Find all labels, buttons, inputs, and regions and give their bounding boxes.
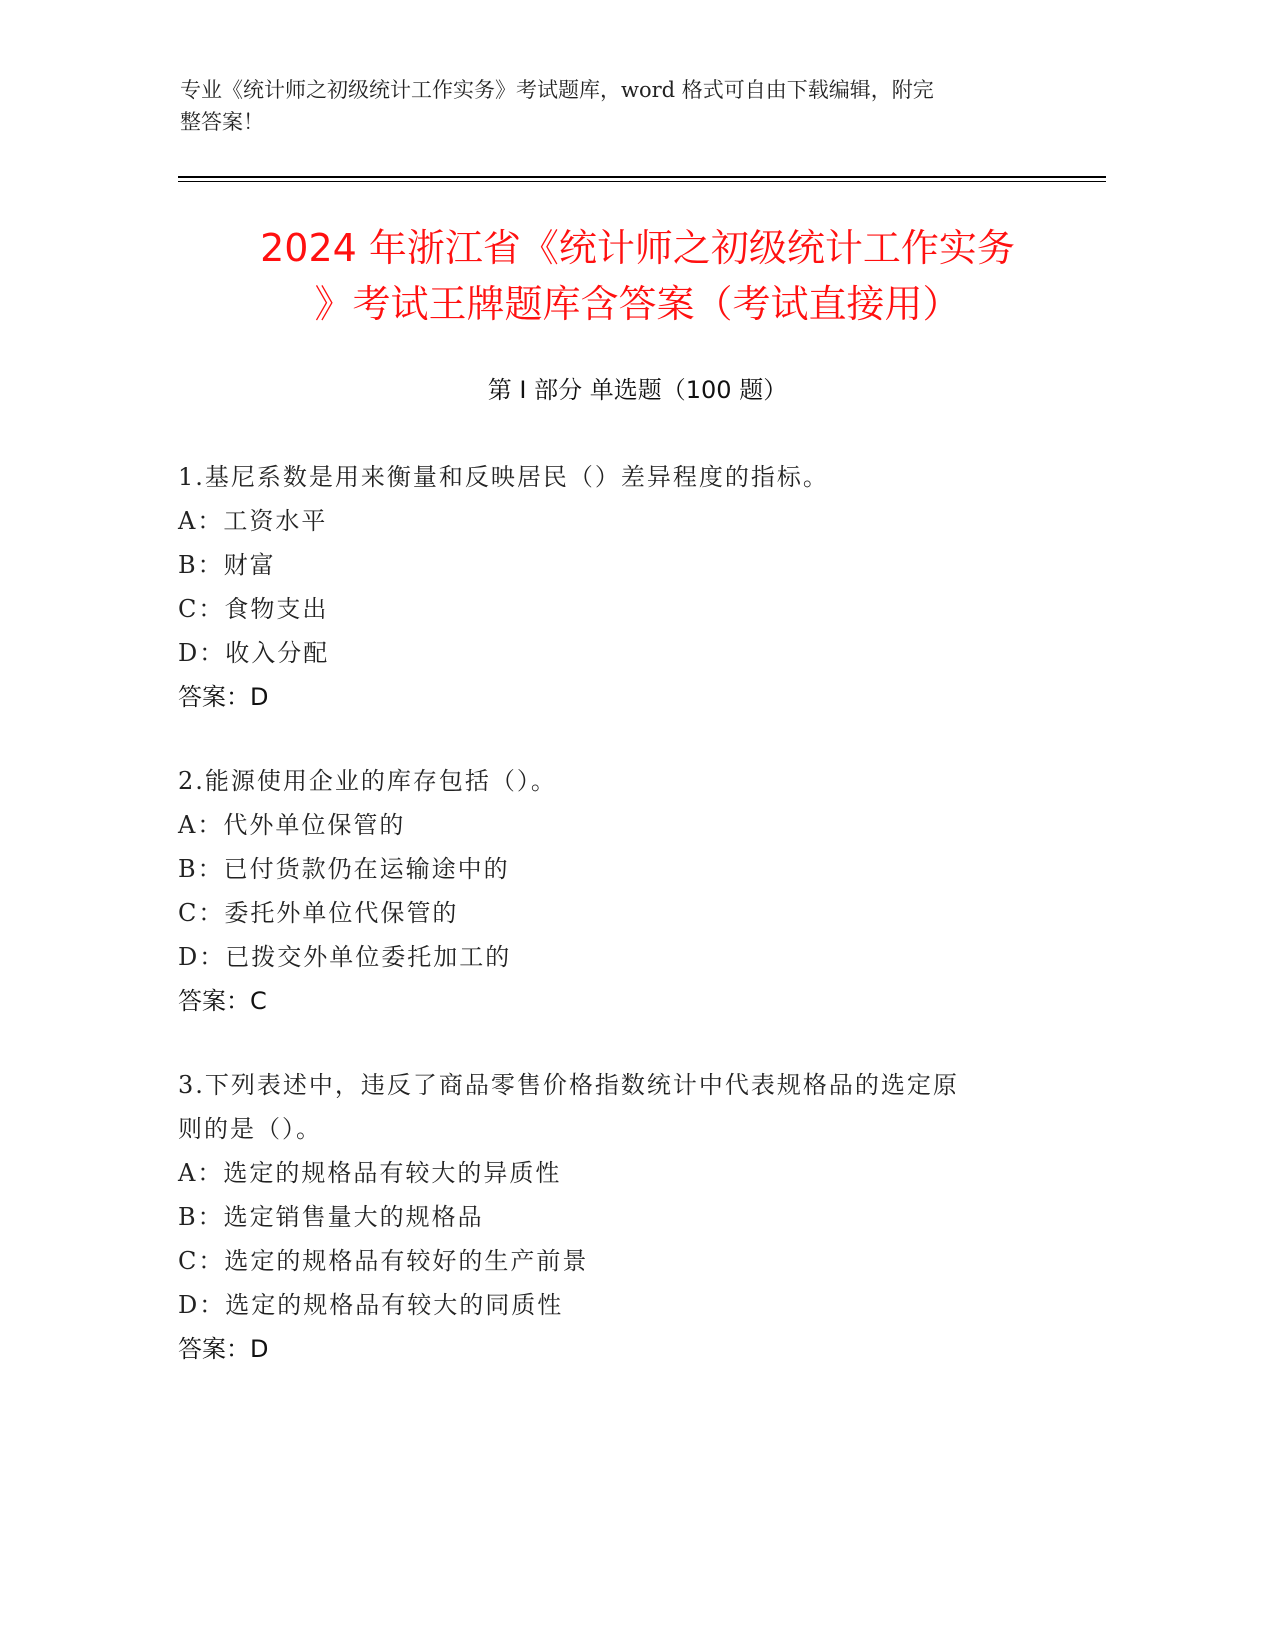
option-d: D：已拨交外单位委托加工的: [178, 943, 512, 971]
option-b: B：选定销售量大的规格品: [178, 1203, 484, 1231]
question-2: [178, 759, 1038, 1023]
answer: 答案：C: [178, 987, 267, 1015]
option-d: D：收入分配: [178, 639, 330, 667]
document-title: 2024 年浙江省《统计师之初级统计工作实务 》考试王牌题库含答案（考试直接用）: [260, 226, 1015, 326]
answer: 答案：D: [178, 1335, 269, 1363]
header-divider-thick: [178, 176, 1106, 178]
header-divider-thin: [178, 181, 1106, 182]
option-a: A：代外单位保管的: [178, 811, 406, 839]
option-c: C：食物支出: [178, 595, 329, 623]
option-a: A：选定的规格品有较大的异质性: [178, 1159, 562, 1187]
question-stem: 3.下列表述中，违反了商品零售价格指数统计中代表规格品的选定原 则的是（）。: [178, 1071, 959, 1143]
header-note: 专业《统计师之初级统计工作实务》考试题库，word 格式可自由下载编辑，附完 整答案！: [180, 78, 934, 134]
question-3: [178, 1063, 1038, 1371]
option-d: D：选定的规格品有较大的同质性: [178, 1291, 564, 1319]
answer: 答案：D: [178, 683, 269, 711]
option-a: A：工资水平: [178, 507, 328, 535]
option-b: B：财富: [178, 551, 276, 579]
question-1: [178, 455, 1038, 719]
section-heading: 第 I 部分 单选题（100 题）: [487, 376, 788, 404]
question-stem: 1.基尼系数是用来衡量和反映居民（）差异程度的指标。: [178, 463, 829, 491]
question-stem: 2.能源使用企业的库存包括（）。: [178, 767, 557, 795]
option-b: B：已付货款仍在运输途中的: [178, 855, 510, 883]
option-c: C：选定的规格品有较好的生产前景: [178, 1247, 589, 1275]
option-c: C：委托外单位代保管的: [178, 899, 459, 927]
